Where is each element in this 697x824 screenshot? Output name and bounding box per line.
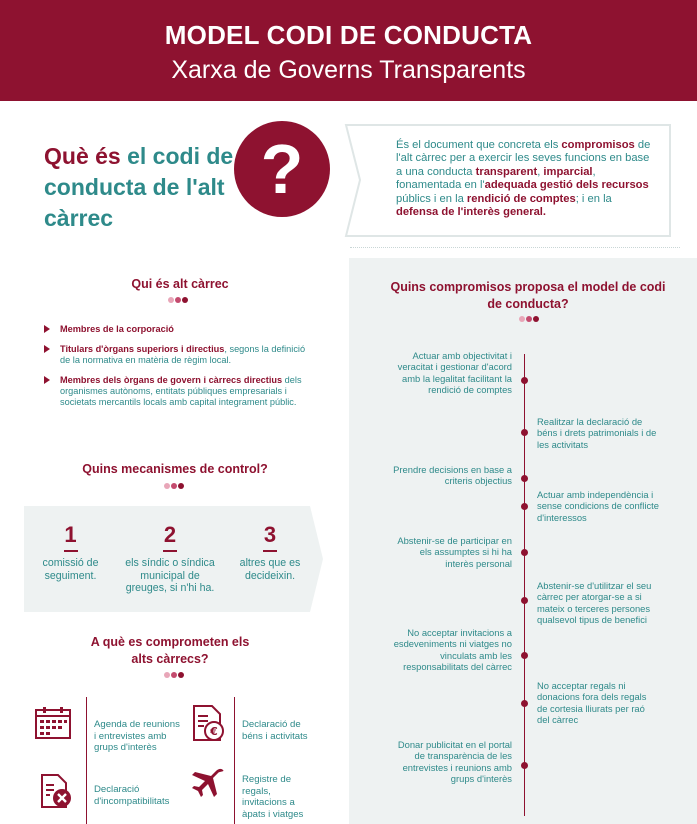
section-dots <box>164 672 188 680</box>
list-item <box>44 375 314 408</box>
def-b4: adequada gestió dels recursos <box>484 179 649 192</box>
who-list <box>44 324 314 417</box>
commit-item-3: Declaració d'incompatibilitats <box>94 784 170 807</box>
commit-item-2: Declaració de béns i activitats <box>242 719 308 742</box>
def-t1: És el document que concreta els <box>396 139 562 151</box>
timeline-dot <box>521 429 528 436</box>
document-euro-icon <box>192 704 226 742</box>
icon-divider <box>234 770 235 824</box>
document-cross-icon <box>40 773 74 809</box>
def-b3: imparcial <box>543 165 593 178</box>
mechanism-text: altres que es decideixin. <box>239 557 301 582</box>
def-t5: públics i en la <box>396 192 467 205</box>
mechanisms-title: Quins mecanismes de control? <box>82 462 268 476</box>
proposal-item-2: Realitzar la declaració de béns i drets patrimonials i de les activitats <box>537 416 657 450</box>
mechanism-3 <box>236 522 304 582</box>
triangle-icon <box>44 376 50 384</box>
timeline-dot <box>521 652 528 659</box>
proposal-item-9: Donar publicitat en el portal de transparència de les entrevistes i reunions amb grups d'interès <box>397 739 512 785</box>
proposal-item-5: Abstenir-se de participar en els assumptes si hi ha interès personal <box>397 535 512 569</box>
timeline-dot <box>521 549 528 556</box>
divider <box>350 247 680 248</box>
def-b5: rendició de comptes <box>466 192 576 205</box>
who-item-bold: Membres dels òrgans de govern i càrrecs directius <box>60 375 283 385</box>
commit-title: A què es comprometen els alts càrrecs? <box>90 635 250 666</box>
proposals-title: Quins compromisos proposa el model de codi de conducta? <box>390 280 666 311</box>
mechanism-bar <box>163 550 177 552</box>
who-item-bold: Titulars d'òrgans superiors i directius <box>60 344 225 354</box>
def-t6: ; i en la <box>575 192 612 205</box>
timeline-dot <box>521 377 528 384</box>
mechanism-bar <box>263 550 277 552</box>
proposal-item-3: Prendre decisions en base a criteris objectius <box>393 464 512 487</box>
who-item-text: , segons la definició de la normativa en matèria de règim local. <box>60 344 306 365</box>
who-title: Qui és alt càrrec <box>131 277 229 291</box>
section-dots <box>519 316 543 324</box>
timeline-dot <box>521 597 528 604</box>
intro-title-part1: Què és <box>44 143 121 169</box>
timeline-line <box>524 354 525 816</box>
triangle-icon <box>44 325 50 333</box>
icon-divider <box>86 770 87 824</box>
definition-text <box>396 139 654 219</box>
who-item-text: dels organismes autònoms, entitats públiques empresarials i societats mercantils locals amb capital integrament públic. <box>60 375 302 407</box>
mechanism-text: comissió de seguiment. <box>42 557 99 582</box>
who-item-bold: Membres de la corporació <box>60 324 174 334</box>
timeline-dot <box>521 762 528 769</box>
triangle-icon <box>44 345 50 353</box>
def-t2: de l'alt càrrec per a exercir les seves funcions en base a una conducta <box>396 139 651 178</box>
list-item <box>44 324 314 335</box>
mechanism-number: 2 <box>163 522 177 547</box>
page-subtitle: Xarxa de Governs Transparents <box>171 56 526 84</box>
section-dots <box>164 483 188 491</box>
svg-text:€: € <box>210 725 218 738</box>
intro-title <box>44 141 244 234</box>
proposal-item-4: Actuar amb independència i sense condicions de conflicte d'interessos <box>537 489 659 523</box>
list-item <box>44 344 314 366</box>
def-b6: defensa de l'interès general. <box>396 206 547 219</box>
proposal-item-6: Abstenir-se d'utilitzar el seu càrrec per atorgar-se a si mateix o terceres persones qualsevol tipus de benefici <box>537 580 652 626</box>
mechanism-1 <box>33 522 108 582</box>
page-title: MODEL CODI DE CONDUCTA <box>164 20 533 50</box>
mechanism-number: 3 <box>263 522 277 547</box>
timeline-dot <box>521 475 528 482</box>
timeline-dot <box>521 503 528 510</box>
mechanism-number: 1 <box>64 522 77 547</box>
section-dots <box>168 297 192 305</box>
proposal-item-1: Actuar amb objectivitat i veracitat i gestionar d'acord amb la legalitat facilitant la rendició de comptes <box>397 350 512 396</box>
def-t4: , fonamentada en l' <box>396 165 596 192</box>
proposal-item-7: No acceptar invitacions a esdeveniments ni viatges no vinculats amb les responsabilitats del càrrec <box>393 627 512 673</box>
mechanism-text: els síndic o síndica municipal de greuges, si n'hi ha. <box>125 557 215 594</box>
def-b1: compromisos <box>561 139 635 151</box>
timeline-dot <box>521 700 528 707</box>
proposal-item-8: No acceptar regals ni donacions fora dels regals de cortesia lliurats per raó del càrrec <box>537 680 647 726</box>
mechanism-2 <box>120 522 220 595</box>
icon-divider <box>86 697 87 773</box>
header-banner <box>0 0 697 101</box>
commit-item-1: Agenda de reunions i entrevistes amb grups d'interès <box>94 719 180 754</box>
def-b2: transparent <box>475 165 538 178</box>
intro-title-part2: el codi de conducta de l'alt càrrec <box>44 143 234 231</box>
calendar-icon <box>35 706 71 740</box>
commit-item-4: Registre de regals, invitacions a àpats i viatges <box>242 774 304 820</box>
airplane-icon <box>190 767 226 799</box>
mechanism-bar <box>64 550 78 552</box>
def-t3: , <box>537 165 544 178</box>
question-mark-icon: ? <box>234 121 330 217</box>
icon-divider <box>234 697 235 773</box>
